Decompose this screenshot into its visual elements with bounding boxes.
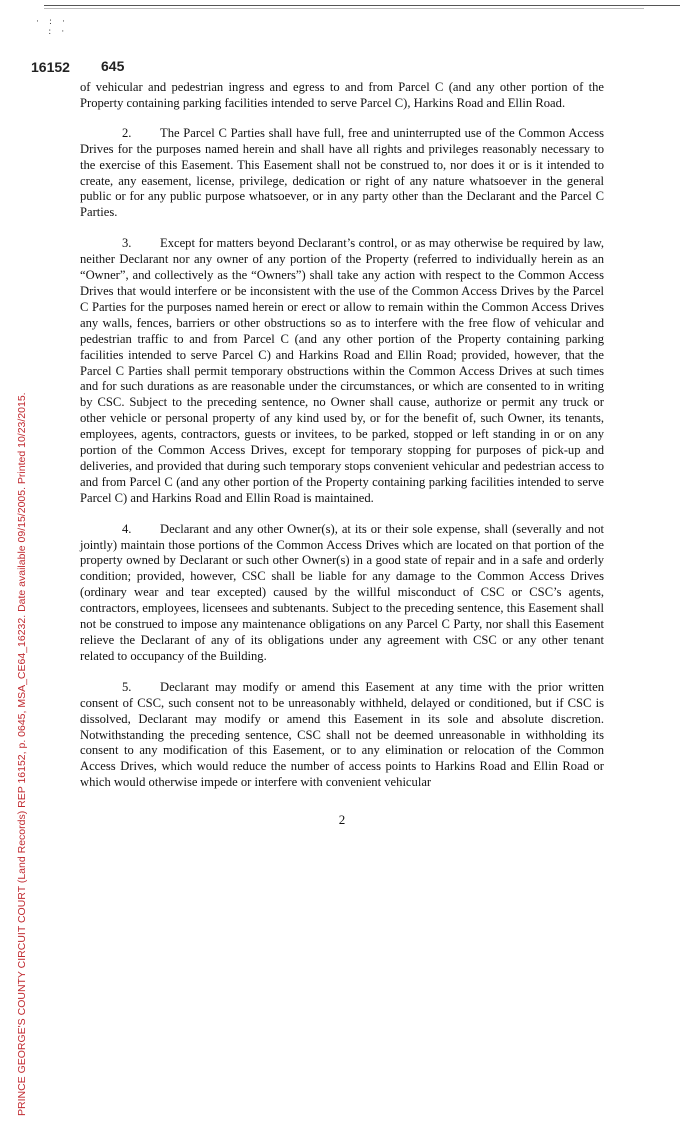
paragraph-number: 2. [122, 125, 132, 140]
top-rule-faint [44, 8, 644, 9]
stamped-page-number: 645 [101, 58, 125, 74]
paragraph-4: 4. Declarant and any other Owner(s), at its or their sole expense, shall (severally and not jointly) maintain those portions of the Common Access Drives which are located on that portion of the property owned by Declarant or such other Owner(s) in a good state of repair and in a safe and orderly condition; provided, however, CSC shall be liable for any damage to the Common Access Drives (ordinary wear and tear excepted) caused by the willful misconduct of CSC or CSC’s agents, contractors, employees, licensees and subtenants. Subject to the preceding sentence, this Easement shall not be construed to impose any maintenance obligations on any Parcel C Party, nor shall this Easement relieve the Declarant of any of its obligations under any agreement with CSC or any other tenant related to occupancy of the Building. [80, 521, 604, 663]
scan-specks: · : · : · [36, 16, 69, 36]
paragraph-5: 5. Declarant may modify or amend this Easement at any time with the prior written consent of CSC, such consent not to be unreasonably withheld, delayed or conditioned, but if CSC is dissolved, Declarant may modify or amend this Easement in its sole and absolute discretion. Notwithstanding the preceding sentence, CSC shall not be deemed unreasonable in withholding its consent to any modification of this Easement, or to any elimination or relocation of the Common Access Drives, which would reduce the number of access points to Harkins Road and Ellin Road or which would otherwise impede or interfere with convenient vehicular [80, 679, 604, 790]
paragraph-number: 5. [122, 679, 132, 694]
document-body [80, 80, 604, 806]
paragraph-3: 3. Except for matters beyond Declarant’s control, or as may otherwise be required by law, neither Declarant nor any owner of any portion of the Property (referred to individually herein as an “Owner”, and collectively as the “Owners”) shall take any action with respect to the Common Access Drives that would interfere or be inconsistent with the use of the Common Access Drives by the Parcel C Parties for the purposes named herein or erect or allow to remain within the Common Access Drives any walls, fences, barriers or other obstructions so as to interfere with the free flow of vehicular and pedestrian traffic to and from Parcel C (and any other portion of the Property containing parking facilities intended to serve Parcel C) and Harkins Road and Ellin Road; provided, however, that the Parcel C Parties shall permit temporary obstructions within the Common Access Drives at such times and for such durations as are reasonable under the circumstances, or which are consented to in writing by CSC. Subject to the preceding sentence, no Owner shall cause, authorize or permit any truck or other vehicle or personal property of any kind used by, or for the benefit of, such Owner, its tenants, employees, agents, contractors, guests or invitees, to be parked, stopped or left standing in or on any portion of the Common Access Drives, except for temporary stopping for purposes of pick-up and deliveries, and provided that during such temporary stops convenient vehicular and pedestrian access to and from Parcel C (and any other portion of the Property containing parking facilities intended to serve Parcel C) and Harkins Road and Ellin Road is maintained. [80, 236, 604, 505]
page-number: 2 [338, 812, 346, 827]
top-rule [44, 5, 680, 6]
paragraph-continuation: of vehicular and pedestrian ingress and egress to and from Parcel C (and any other portion of the Property containing parking facilities intended to serve Parcel C), Harkins Road and Ellin Road. [80, 80, 604, 110]
paragraph-number: 3. [122, 236, 132, 251]
book-number: 16152 [31, 59, 70, 75]
paragraph-number: 4. [122, 521, 132, 536]
court-record-stamp: PRINCE GEORGE'S COUNTY CIRCUIT COURT (Land Records) REP 16152, p. 0645, MSA_CE64_16232. Date available 09/15/2005. Printed 10/23/2015. [16, 392, 28, 1116]
paragraph-2: 2. The Parcel C Parties shall have full, free and uninterrupted use of the Common Access Drives for the purposes named herein and shall have all rights and privileges reasonably necessary to the exercise of this Easement. This Easement shall not be construed to, nor does it or is it intended to create, any easement, license, privilege, dedication or right of any nature whatsoever in the general public or for any public purpose whatsoever, or in any party other than the Declarant and the Parcel C Parties. [80, 125, 604, 220]
